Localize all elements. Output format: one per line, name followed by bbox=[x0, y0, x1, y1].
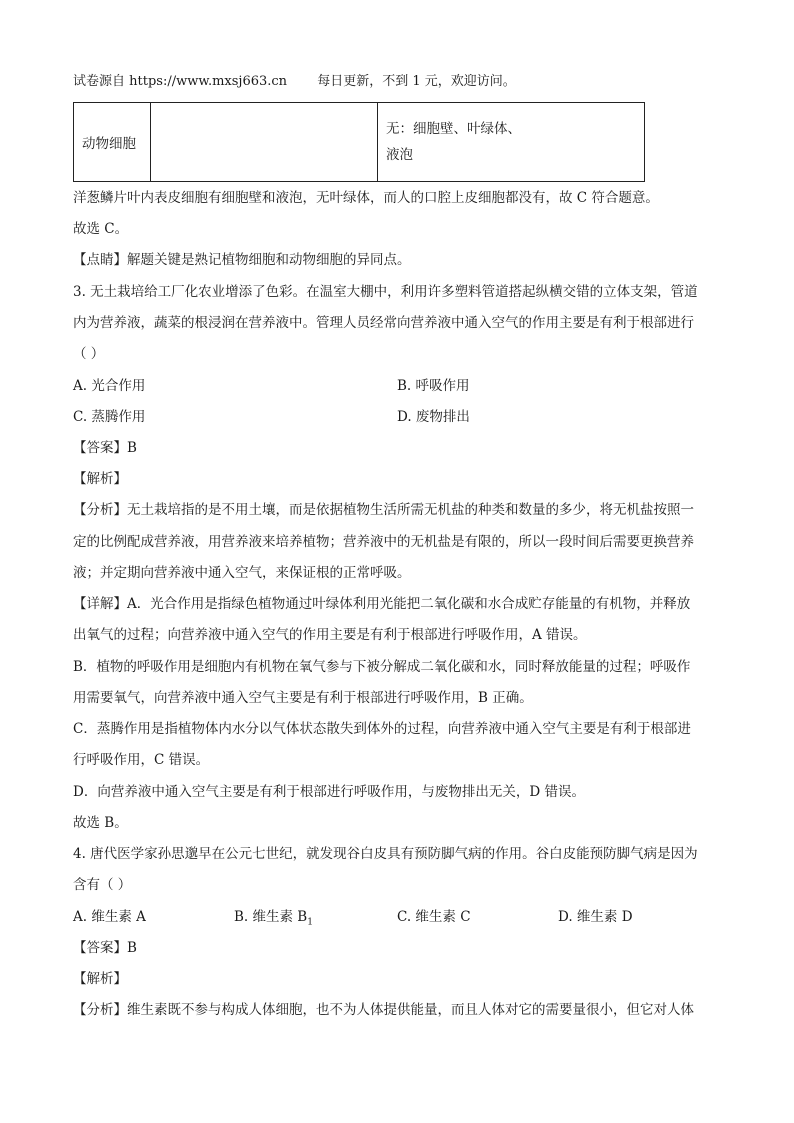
q3-option-d: D. 废物排出 bbox=[397, 409, 470, 425]
q3-fenxi-line: 液；并定期向营养液中通入空气，来保证根的正常呼吸。 bbox=[73, 565, 411, 581]
q2-explain: 洋葱鳞片叶内表皮细胞有细胞壁和液泡，无叶绿体，而人的口腔上皮细胞都没有，故 C 符合题意。 bbox=[73, 190, 659, 206]
q4-option-d: D. 维生素 D bbox=[558, 909, 633, 925]
q3-choose: 故选 B。 bbox=[73, 815, 128, 831]
q3-xiangjie-line: 出氧气的过程；向营养液中通入空气的作用主要是有利于根部进行呼吸作用，A 错误。 bbox=[73, 627, 587, 643]
middle-cell bbox=[151, 103, 378, 182]
q3-b-line: B．植物的呼吸作用是细胞内有机物在氧气参与下被分解成二氧化碳和水，同时释放能量的过程；呼吸作 bbox=[73, 659, 691, 675]
q3-stem-line: 3. 无土栽培给工厂化农业增添了色彩。在温室大棚中，利用许多塑料管道搭起纵横交错的立体支架，管道 bbox=[73, 284, 698, 300]
q3-stem-line: （ ） bbox=[73, 346, 105, 362]
table-row bbox=[74, 103, 645, 182]
source-url[interactable]: https://www.mxsj663.cn bbox=[129, 74, 288, 89]
q4-stem-line: 4. 唐代医学家孙思邈早在公元七世纪，就发现谷白皮具有预防脚气病的作用。谷白皮能预防脚气病是因为 bbox=[73, 846, 698, 862]
q4-option-b-subscript: 1 bbox=[307, 917, 313, 928]
q4-jiexi: 【解析】 bbox=[73, 971, 127, 987]
q4-answer: 【答案】B bbox=[73, 940, 137, 956]
q3-fenxi-line: 【分析】无土栽培指的是不用土壤，而是依据植物生活所需无机盐的种类和数量的多少，将无机盐按照一 bbox=[73, 502, 694, 518]
q3-c-line: C．蒸腾作用是指植物体内水分以气体状态散失到体外的过程，向营养液中通入空气主要是有利于根部进 bbox=[73, 721, 691, 737]
q3-option-b: B. 呼吸作用 bbox=[397, 378, 470, 394]
right-cell bbox=[378, 103, 645, 182]
q2-choose: 故选 C。 bbox=[73, 221, 129, 237]
q3-stem-line: 内为营养液，蔬菜的根浸润在营养液中。管理人员经常向营养液中通入空气的作用主要是有利于根部进行 bbox=[73, 315, 694, 331]
cell-comparison-table bbox=[73, 102, 645, 182]
q3-d-line: D．向营养液中通入空气主要是有利于根部进行呼吸作用，与废物排出无关，D 错误。 bbox=[73, 784, 585, 800]
q4-fenxi-line: 【分析】维生素既不参与构成人体细胞，也不为人体提供能量，而且人体对它的需要量很小，但它对人体 bbox=[73, 1002, 694, 1018]
source-label: 试卷源自 bbox=[73, 74, 126, 89]
header-slogan: 每日更新，不到 1 元，欢迎访问。 bbox=[317, 74, 516, 89]
q3-answer: 【答案】B bbox=[73, 440, 137, 456]
q3-fenxi-line: 定的比例配成营养液，用营养液来培养植物；营养液中的无机盐是有限的，所以一段时间后需要更换营养 bbox=[73, 534, 694, 550]
q3-option-a: A. 光合作用 bbox=[73, 378, 146, 394]
q4-option-a: A. 维生素 A bbox=[73, 909, 146, 925]
q4-stem-line: 含有（ ） bbox=[73, 877, 132, 893]
q3-b-line: 用需要氧气，向营养液中通入空气主要是有利于根部进行呼吸作用，B 正确。 bbox=[73, 690, 533, 706]
q4-option-b bbox=[234, 907, 313, 933]
row-label-cell: 动物细胞 bbox=[74, 103, 151, 182]
q3-option-c: C. 蒸腾作用 bbox=[73, 409, 146, 425]
q4-option-c: C. 维生素 C bbox=[397, 909, 471, 925]
right-cell-line: 无：细胞壁、叶绿体、 bbox=[386, 121, 521, 137]
right-cell-line: 液泡 bbox=[386, 147, 413, 163]
q3-jiexi: 【解析】 bbox=[73, 471, 127, 487]
q3-xiangjie-line: 【详解】A．光合作用是指绿色植物通过叶绿体利用光能把二氧化碳和水合成贮存能量的有机物，并释放 bbox=[73, 596, 691, 612]
q3-c-line: 行呼吸作用，C 错误。 bbox=[73, 752, 210, 768]
page-header bbox=[73, 72, 516, 92]
q2-dianjing: 【点睛】解题关键是熟记植物细胞和动物细胞的异同点。 bbox=[73, 252, 411, 268]
q4-option-b-text: B. 维生素 B bbox=[234, 909, 308, 925]
